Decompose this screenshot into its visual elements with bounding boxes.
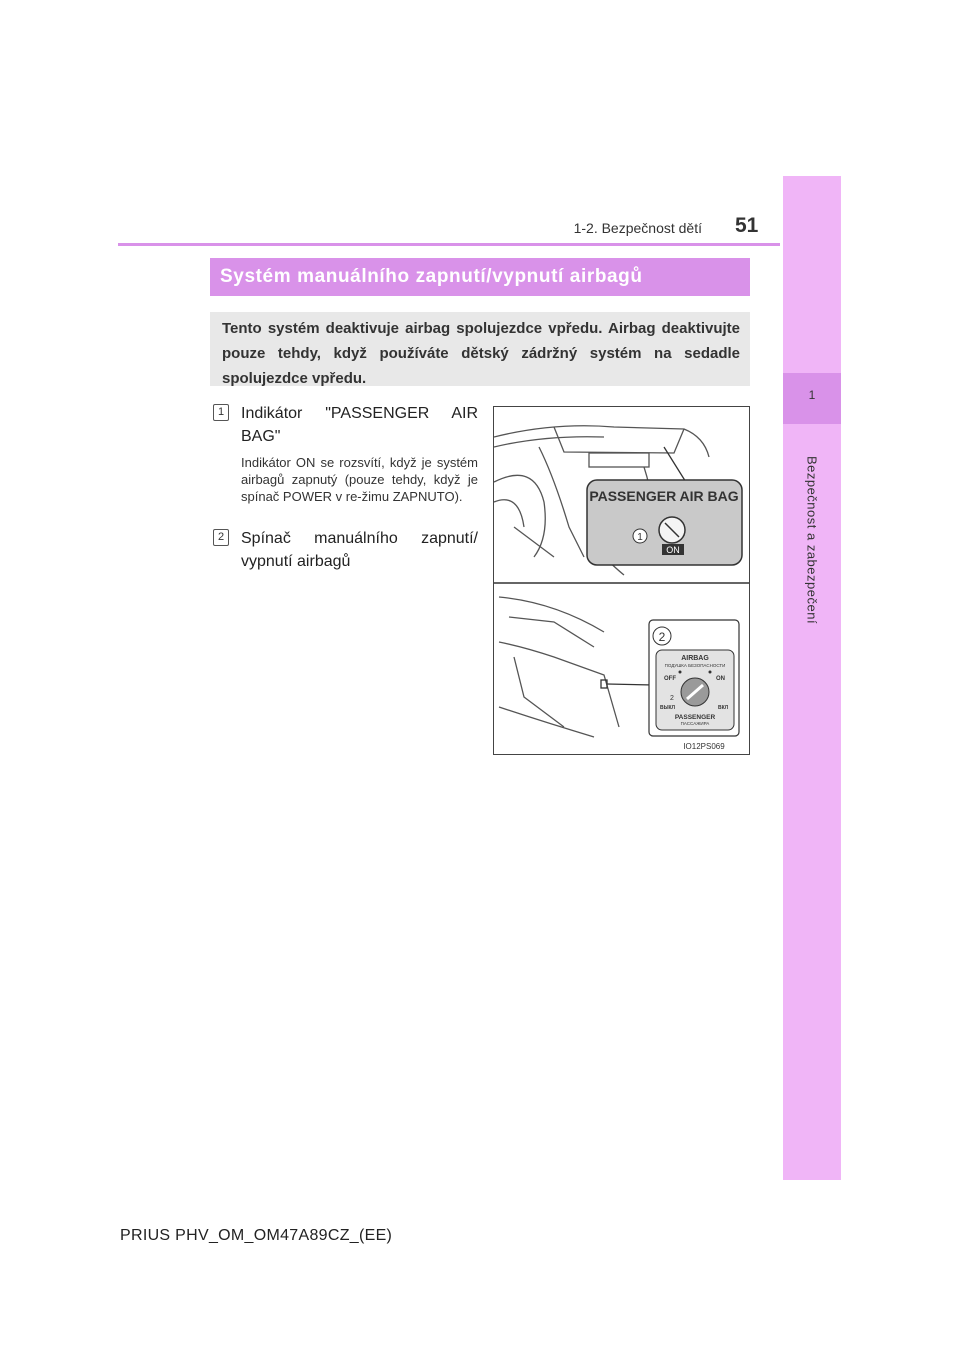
switch-child-seat-number: 2 xyxy=(670,695,674,702)
section-heading: 1-2. Bezpečnost dětí xyxy=(573,220,702,236)
callout-number-2: 2 xyxy=(658,630,666,644)
switch-passenger-ru: ПАССАЖИРА xyxy=(680,721,710,726)
chapter-label: Bezpečnost a zabezpečení xyxy=(804,455,820,625)
switch-on-label: ON xyxy=(716,676,725,682)
glovebox-illustration xyxy=(499,597,654,737)
list-item-switch xyxy=(213,527,478,573)
switch-off-ru: ВЫКЛ xyxy=(660,705,676,711)
intro-box: Tento systém deaktivuje airbag spolujezdce vpředu. Airbag deaktivujte pouze tehdy, když používáte dětský zádržný systém na sedadle spolujezdce vpředu. xyxy=(210,312,750,386)
item-number-badge: 1 xyxy=(213,404,229,421)
switch-title: AIRBAG xyxy=(681,655,709,662)
section-title: Systém manuálního zapnutí/vypnutí airbagů xyxy=(210,258,750,296)
indicator-callout xyxy=(587,480,742,565)
page-number: 51 xyxy=(735,214,759,237)
figure-code: IO12PS069 xyxy=(683,742,725,751)
header-divider xyxy=(118,243,780,246)
indicator-label: PASSENGER AIR BAG xyxy=(589,488,739,504)
chapter-side-tab xyxy=(783,176,841,1180)
chapter-number: 1 xyxy=(808,388,816,402)
item-description: Indikátor ON se rozsvítí, když je systém airbagů zapnutý (pouze tehdy, když je spínač POWER v re-žimu ZAPNUTO). xyxy=(241,455,478,504)
switch-callout xyxy=(649,620,739,736)
item-title: Spínač manuálního zapnutí/ vypnutí airbagů xyxy=(241,530,478,570)
callout-number-1: 1 xyxy=(637,532,643,543)
item-number-badge: 2 xyxy=(213,529,229,546)
item-title: Indikátor "PASSENGER AIR BAG" xyxy=(241,405,478,445)
footer-doc-id: PRIUS PHV_OM_OM47A89CZ_(EE) xyxy=(120,1227,393,1244)
airbag-figure xyxy=(493,406,750,755)
indicator-on-text: ON xyxy=(666,545,680,555)
switch-title-ru: ПОДУШКА БЕЗОПАСНОСТИ xyxy=(664,663,726,668)
list-item-indicator xyxy=(213,402,478,505)
switch-passenger: PASSENGER xyxy=(674,714,716,721)
switch-on-ru: ВКЛ xyxy=(718,705,729,711)
switch-off-label: OFF xyxy=(664,676,676,682)
